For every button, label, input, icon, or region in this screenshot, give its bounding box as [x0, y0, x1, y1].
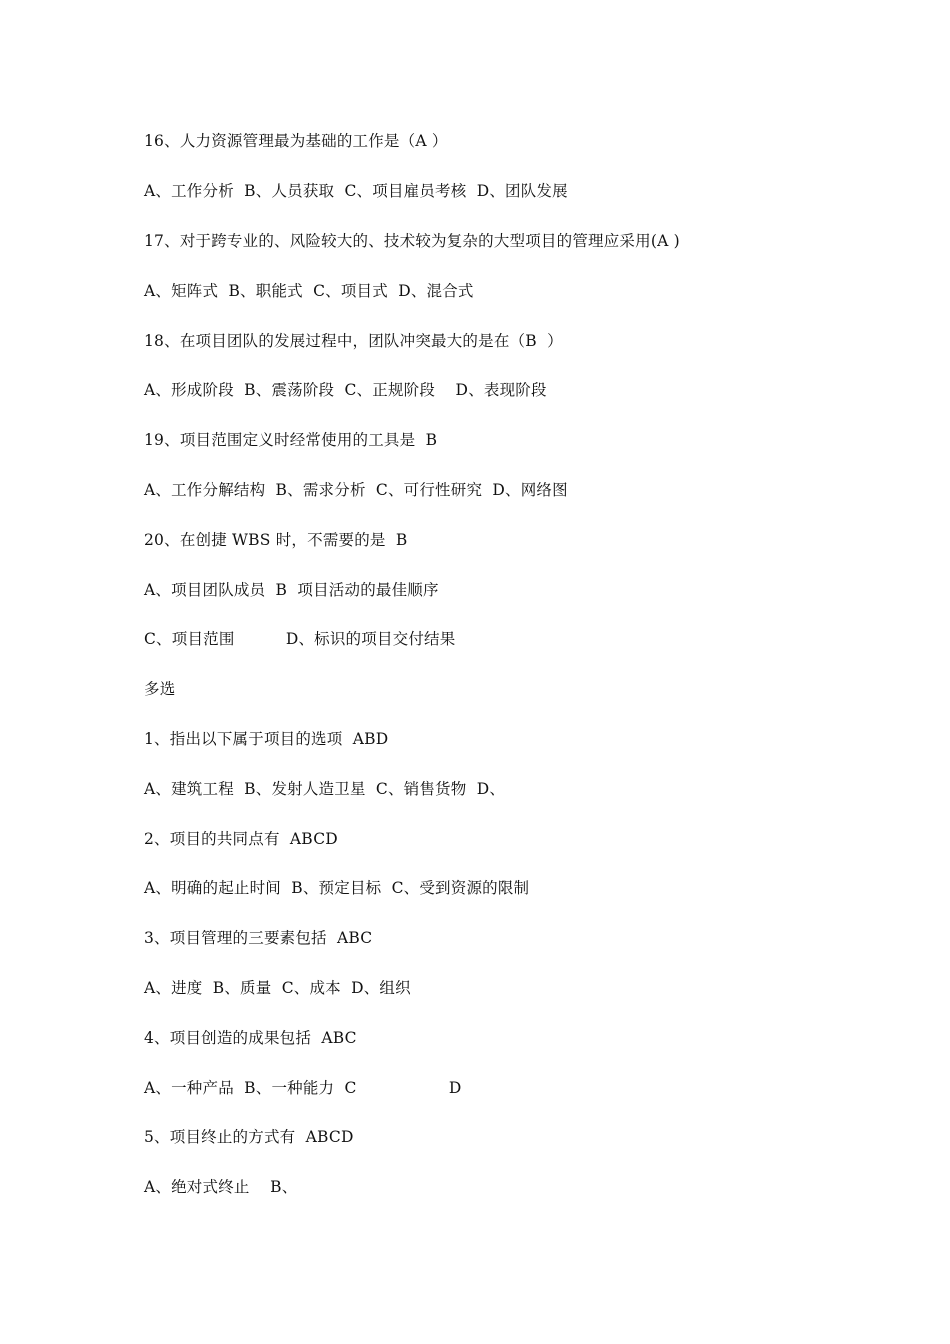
- question-16: 16、人力资源管理最为基础的工作是（A ）: [144, 132, 448, 150]
- mc-question-3: 3、项目管理的三要素包括 ABC: [144, 929, 373, 947]
- mc-question-1: 1、指出以下属于项目的选项 ABD: [144, 730, 389, 748]
- mc-question-3-options: A、进度 B、质量 C、成本 D、组织: [144, 979, 411, 997]
- mc-question-2-options: A、明确的起止时间 B、预定目标 C、受到资源的限制: [144, 879, 530, 897]
- question-18-options: A、形成阶段 B、震荡阶段 C、正规阶段 D、表现阶段: [144, 381, 547, 399]
- mc-question-5: 5、项目终止的方式有 ABCD: [144, 1128, 354, 1146]
- question-20: 20、在创捷 WBS 时，不需要的是 B: [144, 531, 408, 549]
- question-17-options: A、矩阵式 B、职能式 C、项目式 D、混合式: [144, 282, 474, 300]
- question-17: 17、对于跨专业的、风险较大的、技术较为复杂的大型项目的管理应采用(A ): [144, 232, 680, 250]
- question-19: 19、项目范围定义时经常使用的工具是 B: [144, 431, 438, 449]
- section-heading-multiple-choice: 多选: [144, 680, 176, 698]
- question-20-options-1: A、项目团队成员 B 项目活动的最佳顺序: [144, 581, 439, 599]
- mc-question-1-options: A、建筑工程 B、发射人造卫星 C、销售货物 D、: [144, 780, 506, 798]
- question-19-options: A、工作分解结构 B、需求分析 C、可行性研究 D、网络图: [144, 481, 568, 499]
- mc-question-4: 4、项目创造的成果包括 ABC: [144, 1029, 357, 1047]
- question-20-options-2: C、项目范围 D、标识的项目交付结果: [144, 630, 456, 648]
- question-16-options: A、工作分析 B、人员获取 C、项目雇员考核 D、团队发展: [144, 182, 568, 200]
- mc-question-4-options: A、一种产品 B、一种能力 C D: [144, 1079, 462, 1097]
- question-18: 18、在项目团队的发展过程中，团队冲突最大的是在（B ）: [144, 332, 563, 350]
- mc-question-5-options: A、绝对式终止 B、: [144, 1178, 298, 1196]
- mc-question-2: 2、项目的共同点有 ABCD: [144, 830, 338, 848]
